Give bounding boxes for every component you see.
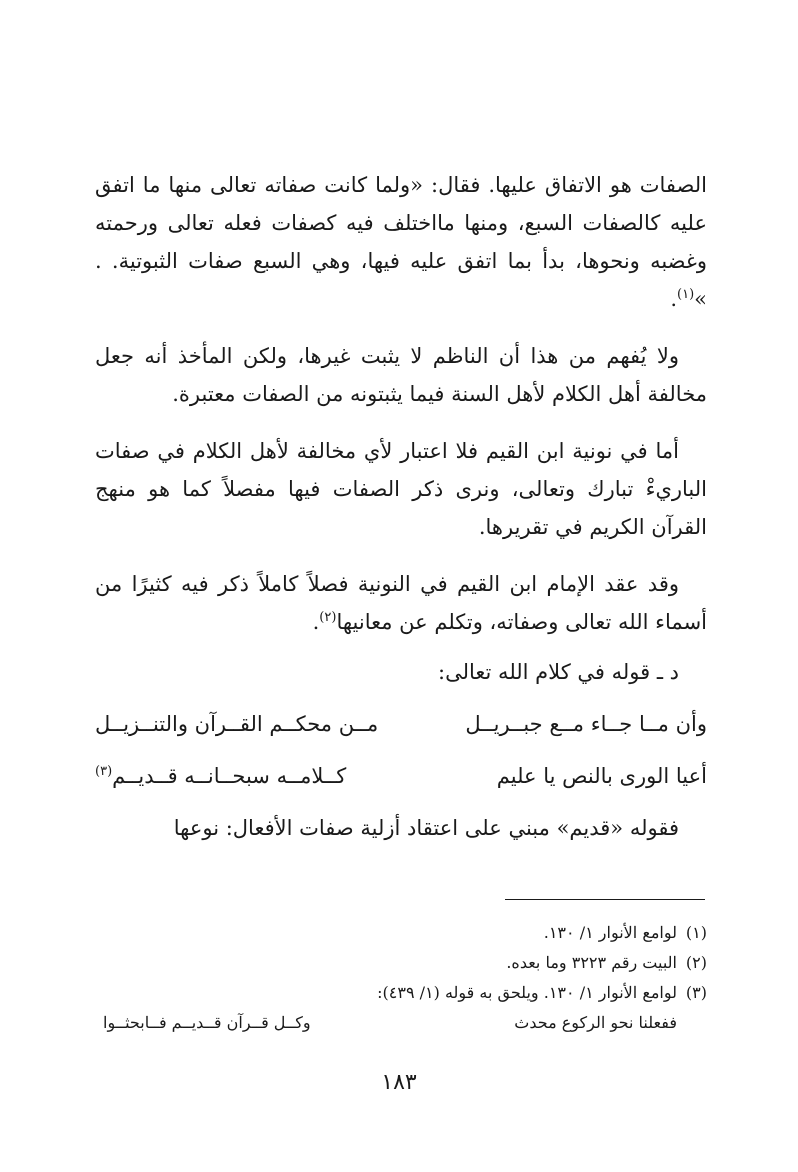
footnote-item bbox=[95, 918, 707, 948]
footnote-verse-second: وكــل قــرآن قــديــم فــابحثــوا bbox=[103, 1013, 311, 1032]
paragraph-4: وقد عقد الإمام ابن القيم في النونية فصلاً كاملاً ذكر فيه كثيرًا من أسماء الله تعالى وصفاته، وتكلم عن معانيها$^{(٢)}$. bbox=[95, 572, 707, 634]
footnote-number: (٢) bbox=[685, 953, 707, 972]
footnote-ref-3[interactable]: (٣) bbox=[95, 764, 113, 779]
verse-first-hemistich: وأن مــا جــاء مــع جبــريــل bbox=[465, 712, 707, 736]
footnote-item bbox=[95, 948, 707, 978]
footnotes bbox=[95, 918, 707, 1038]
footnote-number: (١) bbox=[685, 923, 707, 942]
footnote-number: (٣) bbox=[685, 983, 707, 1002]
verse-line bbox=[95, 757, 707, 795]
footnote-item bbox=[95, 978, 707, 1008]
footnote-verse-first: ففعلنا نحو الركوع محدث bbox=[514, 1013, 677, 1032]
footnote-text: لوامع الأنوار ١/ ١٣٠. bbox=[543, 923, 677, 942]
main-text bbox=[95, 166, 707, 847]
paragraph-1: الصفات هو الاتفاق عليها. فقال: «ولما كانت صفاته تعالى منها ما اتفق عليه كالصفات السبع، ومنها مااختلف فيه كصفات فعله تعالى ورحمته وغضبه ونحوها، بدأ بما اتفق عليه فيها، وهي السبع صفات الثبوتية. . »$^{(١)}$. bbox=[95, 173, 707, 311]
page-number: ١٨٣ bbox=[381, 1070, 417, 1095]
verse-first-hemistich: أعيا الورى بالنص يا عليم bbox=[496, 764, 707, 788]
section-heading: د ـ قوله في كلام الله تعالى: bbox=[438, 660, 679, 684]
paragraph-2: ولا يُفهم من هذا أن الناظم لا يثبت غيرها، ولكن المأخذ أنه جعل مخالفة أهل الكلام لأهل السنة فيما يثبتونه من الصفات معتبرة. bbox=[95, 344, 707, 406]
verse-second-hemistich: مــن محكــم القــرآن والتنــزيــل bbox=[95, 712, 379, 736]
footnote-ref-2[interactable]: (٢) bbox=[319, 610, 337, 625]
verse-line bbox=[95, 705, 707, 743]
verse-second-hemistich: كــلامــه سبحــانــه قــديــم$^{(٣)}$ bbox=[95, 764, 347, 788]
footnote-text: البيت رقم ٣٢٢٣ وما بعده. bbox=[506, 953, 677, 972]
footnote-text: لوامع الأنوار ١/ ١٣٠. ويلحق به قوله (١/ ٤٣٩): bbox=[377, 983, 677, 1002]
footnote-divider bbox=[505, 899, 705, 900]
footnote-verse bbox=[95, 1008, 707, 1038]
closing-paragraph: فقوله «قديم» مبني على اعتقاد أزلية صفات الأفعال: نوعها bbox=[173, 816, 679, 840]
paragraph-3: أما في نونية ابن القيم فلا اعتبار لأي مخالفة لأهل الكلام في صفات الباريءْ تبارك وتعالى، ونرى ذكر الصفات فيها مفصلاً كما هو منهج القرآن الكريم في تقريرها. bbox=[95, 439, 707, 539]
footnote-ref-1[interactable]: (١) bbox=[677, 287, 695, 302]
